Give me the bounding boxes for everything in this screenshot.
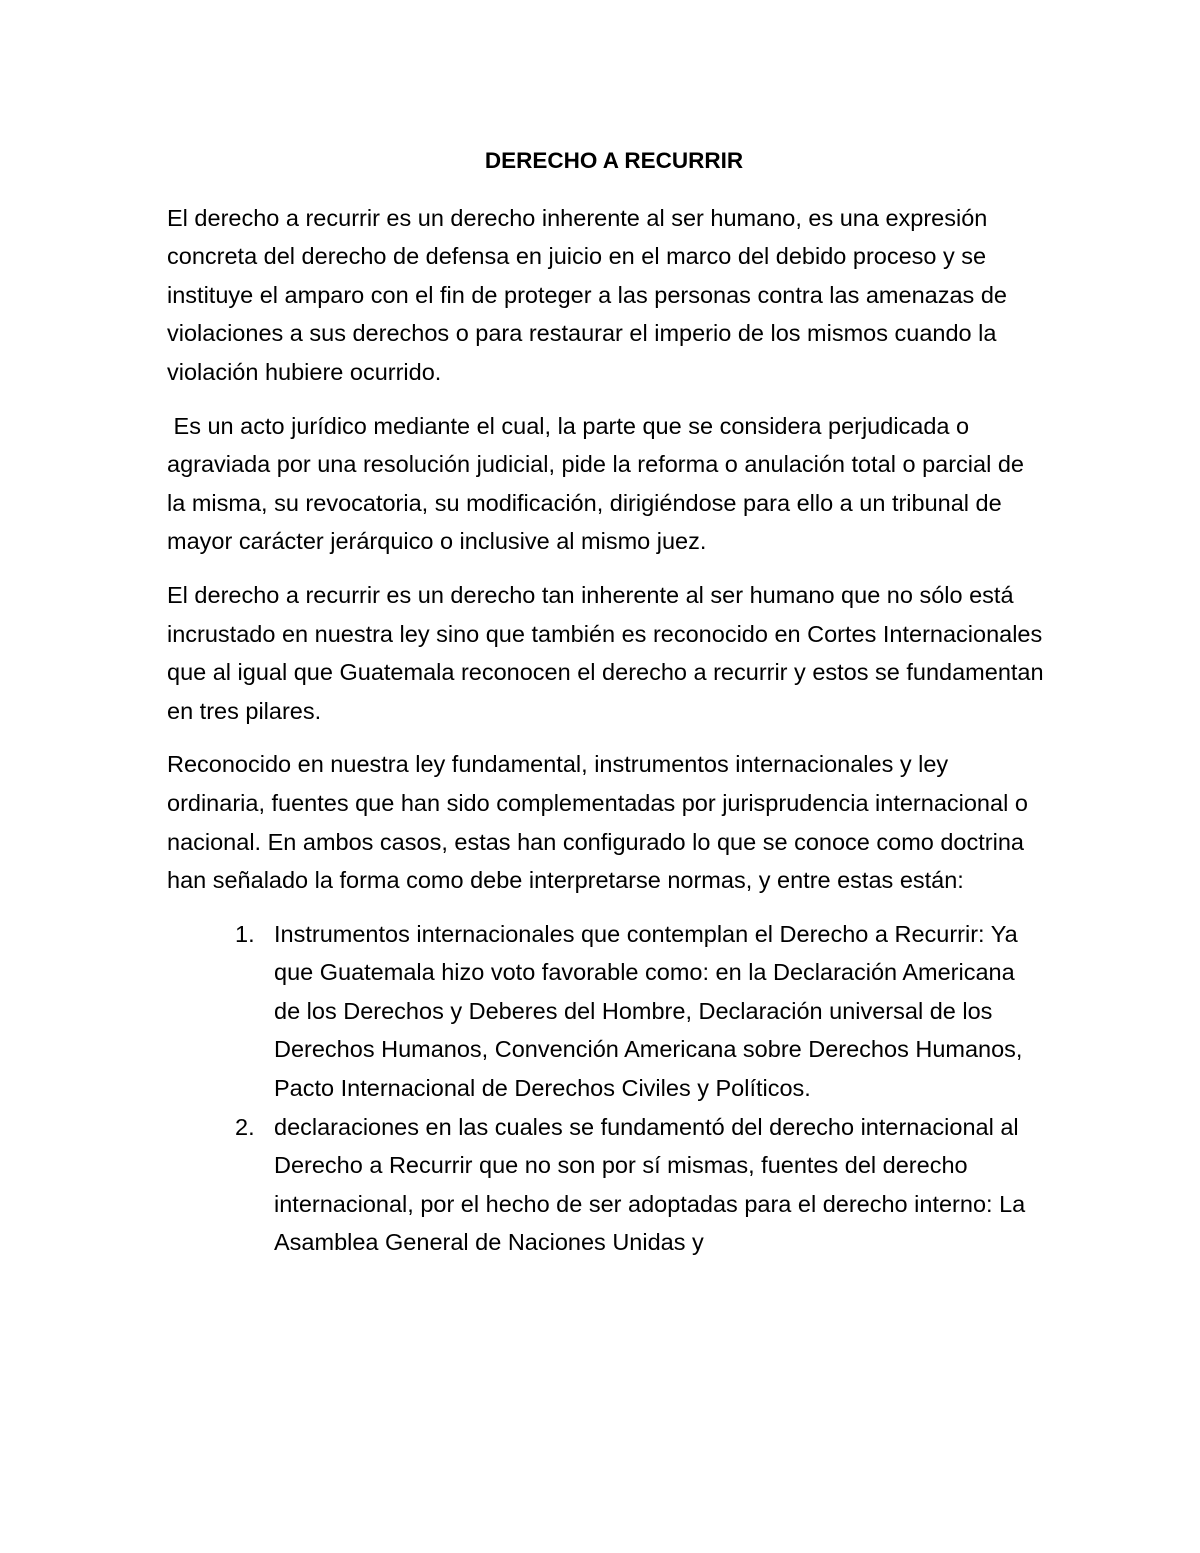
paragraph-2: Es un acto jurídico mediante el cual, la parte que se considera perjudicada o agraviada por una resolución judicial, pide la reforma o anulación total o parcial de la misma, su revocatoria, su modificación, dirigiéndose para ello a un tribunal de mayor carácter jerárquico o inclusive al mismo juez. xyxy=(167,412,1031,555)
list-item xyxy=(167,1108,1047,1262)
list-item-text: Instrumentos internacionales que contemplan el Derecho a Recurrir: Ya que Guatemala hizo voto favorable como: en la Declaración Americana de los Derechos y Deberes del Hombre, Declaración universal de los Derechos Humanos, Convención Americana sobre Derechos Humanos, Pacto Internacional de Derechos Civiles y Políticos. xyxy=(274,920,1023,1102)
document-body xyxy=(167,142,1047,1262)
list-item xyxy=(167,915,1047,1108)
paragraph-3: El derecho a recurrir es un derecho tan inherente al ser humano que no sólo está incrustado en nuestra ley sino que también es reconocido en Cortes Internacionales que al igual que Guatemala reconocen el derecho a recurrir y estos se fundamentan en tres pilares. xyxy=(167,581,1044,724)
numbered-list xyxy=(167,915,1047,1262)
list-item-text: declaraciones en las cuales se fundamentó del derecho internacional al Derecho a Recurrir que no son por sí mismas, fuentes del derecho internacional, por el hecho de ser adoptadas para el derecho interno: La Asamblea General de Naciones Unidas y xyxy=(274,1113,1026,1256)
list-number: 2. xyxy=(235,1113,255,1140)
paragraph-1: El derecho a recurrir es un derecho inherente al ser humano, es una expresión concreta del derecho de defensa en juicio en el marco del debido proceso y se instituye el amparo con el fin de proteger a las personas contra las amenazas de violaciones a sus derechos o para restaurar el imperio de los mismos cuando la violación hubiere ocurrido. xyxy=(167,204,1007,385)
document-title: DERECHO A RECURRIR xyxy=(484,148,744,173)
list-number: 1. xyxy=(235,920,255,947)
paragraph-4: Reconocido en nuestra ley fundamental, instrumentos internacionales y ley ordinaria, fuentes que han sido complementadas por jurisprudencia internacional o nacional. En ambos casos, estas han configurado lo que se conoce como doctrina han señalado la forma como debe interpretarse normas, y entre estas están: xyxy=(167,751,1028,894)
